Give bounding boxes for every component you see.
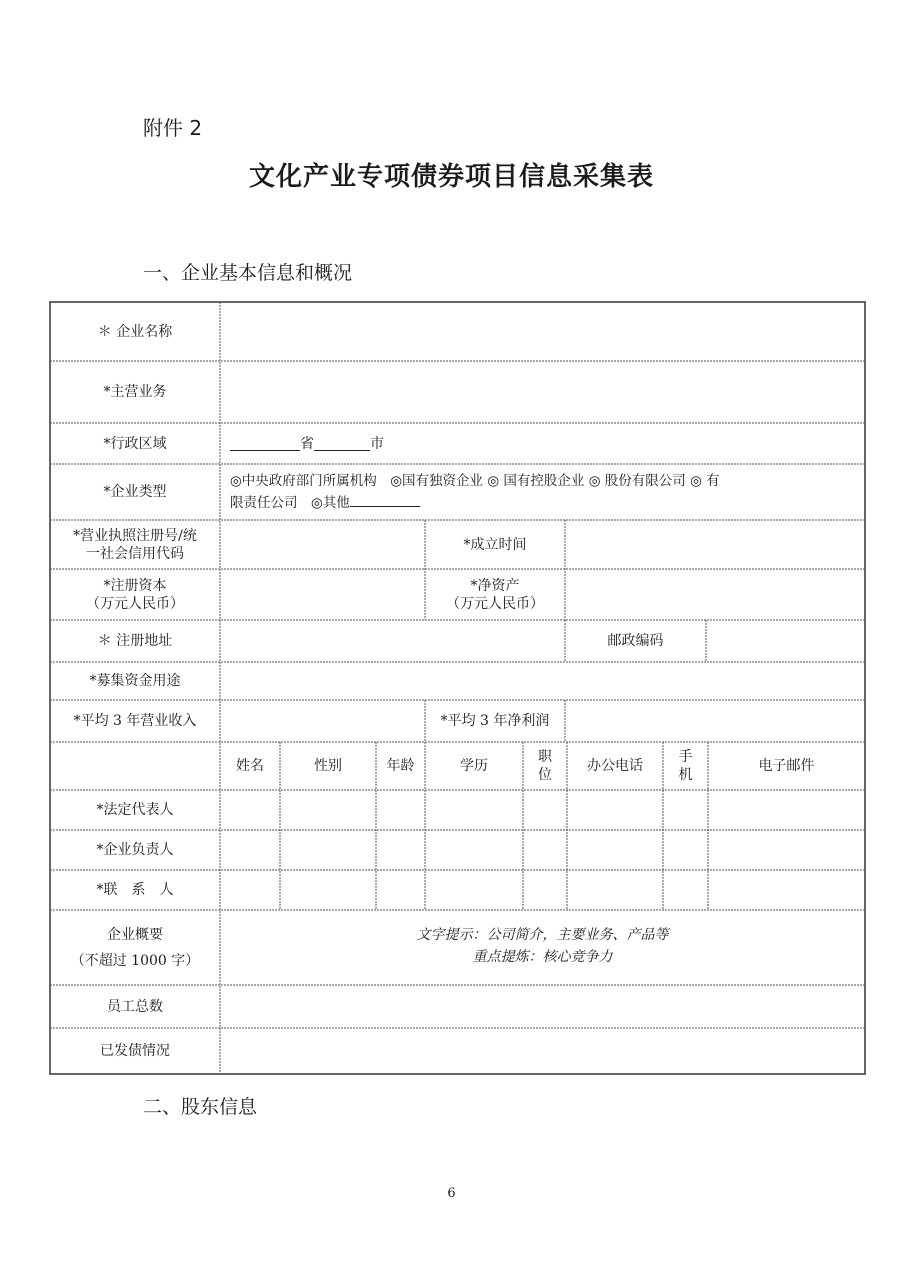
label-overview-line-1: 企业概要 <box>107 926 163 943</box>
col-header-position-2: 位 <box>538 767 552 783</box>
input-founded[interactable] <box>565 520 865 569</box>
input-reg-address[interactable] <box>220 620 565 662</box>
col-header-email: 电子邮件 <box>758 758 815 774</box>
region-province-label: 省 <box>300 435 314 452</box>
input-type-other[interactable] <box>350 492 420 507</box>
col-header-gender: 性别 <box>314 758 342 774</box>
section-heading-shareholders: 二、股东信息 <box>143 1096 258 1118</box>
col-header-mobile-1: 手 <box>678 749 693 765</box>
col-header-education: 学历 <box>460 758 488 774</box>
label-reg-capital-line-2: （万元人民币） <box>86 595 184 612</box>
page-number: 6 <box>447 1186 456 1201</box>
label-postal-code: 邮政编码 <box>607 633 664 649</box>
input-fund-use[interactable] <box>220 662 865 700</box>
input-province[interactable] <box>230 436 300 451</box>
row-company-head-inputs[interactable] <box>220 830 865 870</box>
col-header-name: 姓名 <box>236 758 264 774</box>
input-net-assets[interactable] <box>565 569 865 620</box>
row-contact-inputs[interactable] <box>220 870 865 910</box>
col-header-mobile <box>663 742 708 790</box>
label-company-type: *企业类型 <box>103 484 167 500</box>
label-overview-line-2: （不超过 1000 字） <box>70 952 200 969</box>
label-employees: 员工总数 <box>107 998 163 1015</box>
label-bonds-issued: 已发债情况 <box>100 1043 170 1059</box>
col-header-office-phone: 办公电话 <box>587 758 643 774</box>
label-region: *行政区域 <box>103 435 167 452</box>
input-overview[interactable] <box>220 910 865 985</box>
label-license-line-1: *营业执照注册号/统 <box>73 527 197 544</box>
label-avg-profit: *平均 3 年净利润 <box>440 713 550 729</box>
label-license-line-2: 一社会信用代码 <box>86 545 184 562</box>
input-avg-profit[interactable] <box>565 700 865 742</box>
company-type-line-1: ◎中央政府部门所属机构 ◎国有独资企业 ◎ 国有控股企业 ◎ 股份有限公司 ◎ 有 <box>230 473 720 489</box>
label-legal-rep: *法定代表人 <box>96 802 174 818</box>
company-type-options[interactable] <box>220 464 865 520</box>
label-net-assets-line-1: *净资产 <box>470 577 520 594</box>
label-reg-address: ＊ 注册地址 <box>97 633 173 649</box>
col-header-position-1: 职 <box>538 749 552 765</box>
label-license-code <box>50 520 220 569</box>
overview-hint-1: 文字提示：公司简介，主要业务、产品等 <box>416 927 669 943</box>
input-bonds-issued[interactable] <box>220 1028 865 1074</box>
input-employees[interactable] <box>220 985 865 1028</box>
label-company-name: ＊ 企业名称 <box>97 323 173 340</box>
section-heading-basic-info: 一、企业基本信息和概况 <box>143 262 353 284</box>
label-reg-capital-line-1: *注册资本 <box>103 577 167 594</box>
label-main-business: *主营业务 <box>103 384 167 400</box>
input-city[interactable] <box>314 436 370 451</box>
label-net-assets-line-2: （万元人民币） <box>446 595 544 612</box>
page-title: 文化产业专项债券项目信息采集表 <box>248 162 654 192</box>
col-header-age: 年龄 <box>386 758 415 774</box>
label-founded: *成立时间 <box>463 536 527 553</box>
input-company-name[interactable] <box>220 302 865 361</box>
input-reg-capital[interactable] <box>220 569 425 620</box>
region-city-label: 市 <box>370 435 384 452</box>
label-avg-revenue: *平均 3 年营业收入 <box>73 713 197 729</box>
attachment-label: 附件 2 <box>143 116 203 140</box>
input-main-business[interactable] <box>220 361 865 423</box>
col-header-mobile-2: 机 <box>678 767 693 783</box>
region-fields <box>220 423 865 464</box>
label-company-head: *企业负责人 <box>96 842 174 858</box>
row-legal-rep-inputs[interactable] <box>220 790 865 830</box>
input-postal-code[interactable] <box>706 620 865 662</box>
input-license-code[interactable] <box>220 520 425 569</box>
label-reg-capital <box>50 569 220 620</box>
col-header-position <box>523 742 567 790</box>
label-fund-use: *募集资金用途 <box>89 673 181 689</box>
label-contact: *联 系 人 <box>96 882 174 898</box>
label-overview <box>50 910 220 985</box>
input-avg-revenue[interactable] <box>220 700 425 742</box>
company-type-line-2: 限责任公司 ◎其他 <box>230 492 420 514</box>
label-net-assets <box>425 569 565 620</box>
overview-hint-2: 重点提炼：核心竞争力 <box>472 949 613 965</box>
